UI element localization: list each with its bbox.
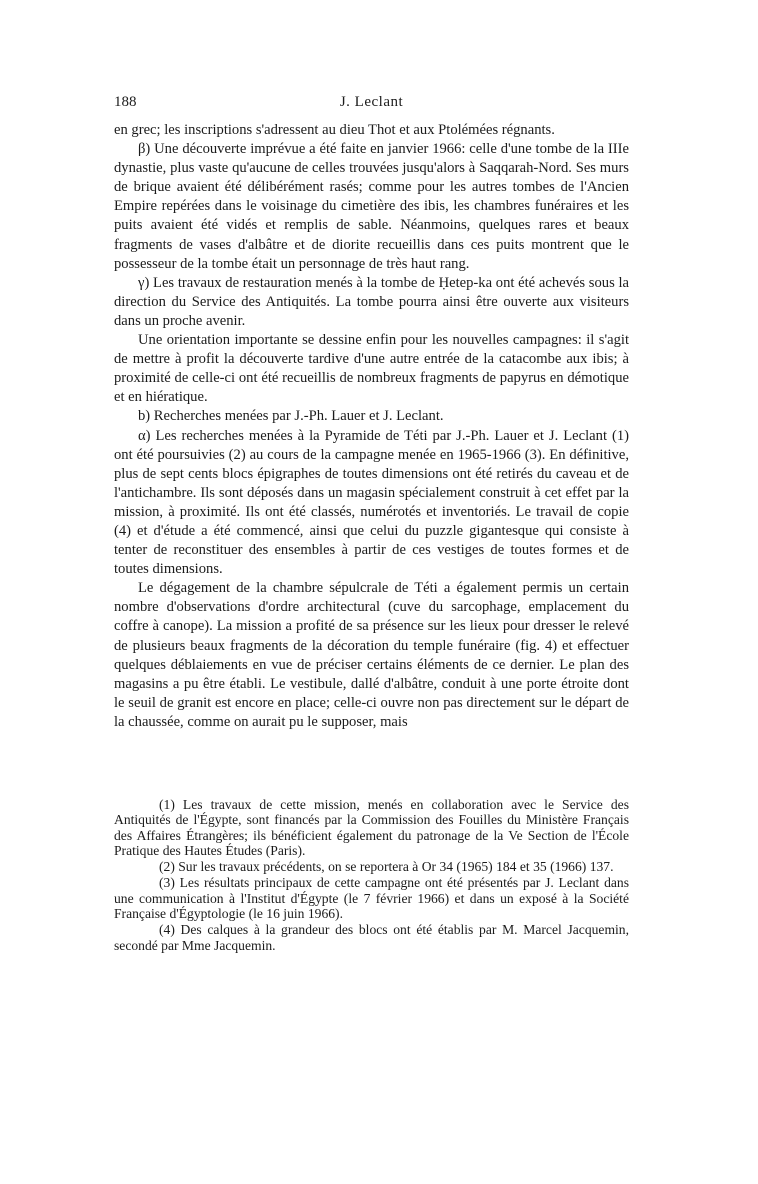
paragraph: β) Une découverte imprévue a été faite en janvier 1966: celle d'une tombe de la IIIe dynastie, plus vaste qu'aucune de celles trouvées jusqu'alors à Saqqarah-Nord. Ses murs de brique avaient été délibérément rasés; comme pour les autres tombes de l'Ancien Empire repérées dans le voisinage du cimetière des ibis, les chambres funéraires et les puits avaient été vidés et remplis de sable. Néanmoins, quelques rares et beaux fragments de vases d'albâtre et de diorite recueillis dans ces puits montrent que le possesseur de la tombe était un personnage de très haut rang. (114, 141, 629, 272)
paragraph: Une orientation importante se dessine enfin pour les nouvelles campagnes: il s'agit de mettre à profit la découverte tardive d'une autre entrée de la catacombe aux ibis; à proximité de celle-ci ont été recueillis de nombreux fragments de papyrus en démotique et en hiératique. (114, 332, 629, 406)
paragraph: en grec; les inscriptions s'adressent au dieu Thot et aux Ptolémées régnants. (114, 122, 555, 138)
page-header (114, 94, 629, 114)
footnote: (3) Les résultats principaux de cette campagne ont été présentés par J. Leclant dans une communication à l'Institut d'Égypte (le 7 février 1966) et dans un exposé à la Société Française d'Égyptologie (le 16 juin 1966). (114, 875, 629, 922)
footnote: (4) Des calques à la grandeur des blocs ont été établis par M. Marcel Jacquemin, secondé par Mme Jacquemin. (114, 922, 629, 953)
paragraph: γ) Les travaux de restauration menés à la tombe de Ḥetep-ka ont été achevés sous la direction du Service des Antiquités. La tombe pourra ainsi être ouverte aux visiteurs dans un proche avenir. (114, 274, 629, 329)
body-text (114, 121, 629, 732)
paragraph: Le dégagement de la chambre sépulcrale de Téti a également permis un certain nombre d'observations d'ordre architectural (cuve du sarcophage, emplacement du coffre à canope). La mission a profité de sa présence sur les lieux pour dresser le relevé de plusieurs beaux fragments de la décoration du temple funéraire (fig. 4) et effectuer quelques déblaiements en vue de préciser certains éléments de ce dernier. Le plan des magasins a pu être établi. Le vestibule, dallé d'albâtre, conduit à une porte étroite dont le seuil de granit est encore en place; celle-ci ouvre non pas directement sur le départ de la chaussée, comme on aurait pu le supposer, mais (114, 580, 629, 730)
running-head: J. Leclant (339, 94, 404, 110)
paragraph: α) Les recherches menées à la Pyramide de Téti par J.-Ph. Lauer et J. Leclant (1) ont été poursuivies (2) au cours de la campagne menée en 1965-1966 (3). En définitive, plus de sept cents blocs épigraphes de toutes dimensions ont été retirés du caveau et de l'antichambre. Ils sont déposés dans un magasin spécialement construit à cet effet par la mission, à proximité. Ils ont été classés, numérotés et inventoriés. Le travail de copie (4) et d'étude a été commencé, ainsi que celui du puzzle gigantesque qui consiste à tenter de reconstituer des ensembles à partir de ces vestiges de toutes formes et de toutes dimensions. (114, 427, 629, 578)
paragraph: b) Recherches menées par J.-Ph. Lauer et J. Leclant. (138, 408, 444, 425)
page-number: 188 (114, 94, 137, 110)
footnotes (114, 797, 629, 953)
footnote: (2) Sur les travaux précédents, on se reportera à Or 34 (1965) 184 et 35 (1966) 137. (159, 859, 614, 875)
footnote: (1) Les travaux de cette mission, menés en collaboration avec le Service des Antiquités de l'Égypte, sont financés par la Commission des Fouilles du Ministère Français des Affaires Étrangères; ils bénéficient également du patronage de la Ve Section de l'École Pratique des Hautes Études (Paris). (114, 797, 629, 858)
